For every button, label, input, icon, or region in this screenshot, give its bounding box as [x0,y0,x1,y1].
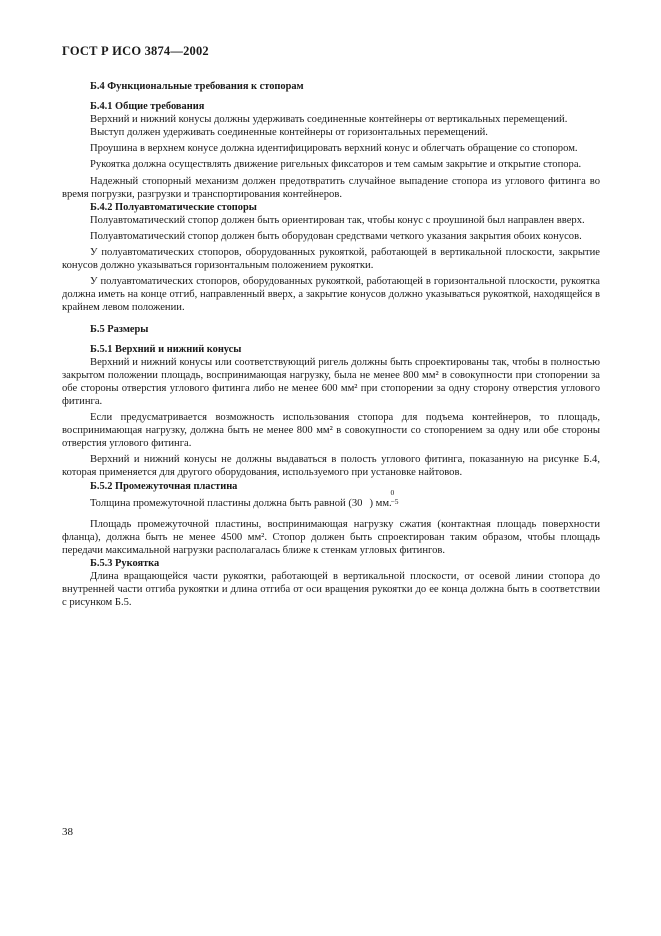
document-body [62,80,600,609]
paragraph: Выступ должен удерживать соединенные контейнеры от горизонтальных перемещений. [90,127,488,139]
paragraph: Надежный стопорный механизм должен предотвратить случайное выпадение стопора из углового фитинга во время погрузки, разгрузки и транспортирования контейнеров. [62,175,600,200]
paragraph: У полуавтоматических стопоров, оборудованных рукояткой, работающей в вертикальной плоскости, закрытие конусов должно указываться горизонтальным положением рукоятки. [62,247,600,272]
paragraph: Длина вращающейся части рукоятки, работающей в вертикальной плоскости, от осевой линии стопора до внутренней части отгиба рукоятки и длина отгиба от оси вращения рукоятки до ее конца должна быть в соответствии с рисунком Б.5. [62,571,600,609]
paragraph-thickness [62,487,600,510]
paragraph: Верхний и нижний конусы должны удерживать соединенные контейнеры от вертикальных перемещений. [90,114,568,126]
paragraph: Площадь промежуточной пластины, воспринимающая нагрузку сжатия (контактная площадь поверхности фланца), должна быть не менее 4500 мм². Стопор должен быть спроектирован таким образом, чтобы площадь передачи максимальной нагрузки располагалась ближе к стенкам угловых фитингов. [62,518,600,556]
section-b52-title: Б.5.2 Промежуточная пластина [90,480,238,492]
paragraph: Если предусматривается возможность использования стопора для подъема контейнеров, то площадь, воспринимающая нагрузку, должна быть не менее 800 мм² в совокупности со стопорением за одну или обе стороны отверстия углового фитинга. [62,412,600,450]
page-number: 38 [62,826,73,838]
paragraph: Рукоятка должна осуществлять движение ригельных фиксаторов и тем самым закрытие и открытие стопора. [90,159,582,171]
paragraph: Полуавтоматический стопор должен быть ориентирован так, чтобы конус с проушиной был направлен вверх. [90,214,585,226]
section-b4-title: Б.4 Функциональные требования к стопорам [90,81,304,92]
tolerance-lower: −5 [390,496,399,506]
paragraph: Верхний и нижний конусы или соответствующий ригель должны быть спроектированы так, чтобы в полностью закрытом положении площадь, воспринимающая нагрузку, была не менее 800 мм² в совокупности при стопорении за обе стороны отверстия углового фитинга либо не менее 600 мм² при стопорении за одну сторону отверстия углового фитинга. [62,356,600,407]
section-b5-title: Б.5 Размеры [90,323,149,335]
section-b53-title: Б.5.3 Рукоятка [90,558,160,569]
section-b42-title: Б.4.2 Полуавтоматические стопоры [90,201,257,213]
thickness-text-before: Толщина промежуточной пластины должна быть равной (30 [90,497,363,509]
section-b41-title: Б.4.1 Общие требования [90,101,205,113]
document-header: ГОСТ Р ИСО 3874—2002 [62,44,209,58]
paragraph: У полуавтоматических стопоров, оборудованных рукояткой, работающей в горизонтальной плоскости, рукоятка должна иметь на конце отгиб, направленный вверх, а закрытие конусов должно указываться рукояткой, находящейся в крайнем левом положении. [62,276,600,314]
paragraph: Проушина в верхнем конусе должна идентифицировать верхний конус и облегчать обращение со стопором. [90,143,578,155]
paragraph: Полуавтоматический стопор должен быть оборудован средствами четкого указания закрытия обоих конусов. [90,230,582,242]
thickness-text-after: ) мм. [369,497,392,509]
section-b51-title: Б.5.1 Верхний и нижний конусы [90,343,242,355]
paragraph: Верхний и нижний конусы не должны выдаваться в полость углового фитинга, показанную на рисунке Б.4, которая применяется для другого оборудования, используемого при установке найтовов. [62,454,600,479]
tolerance-upper: 0 [390,487,395,497]
